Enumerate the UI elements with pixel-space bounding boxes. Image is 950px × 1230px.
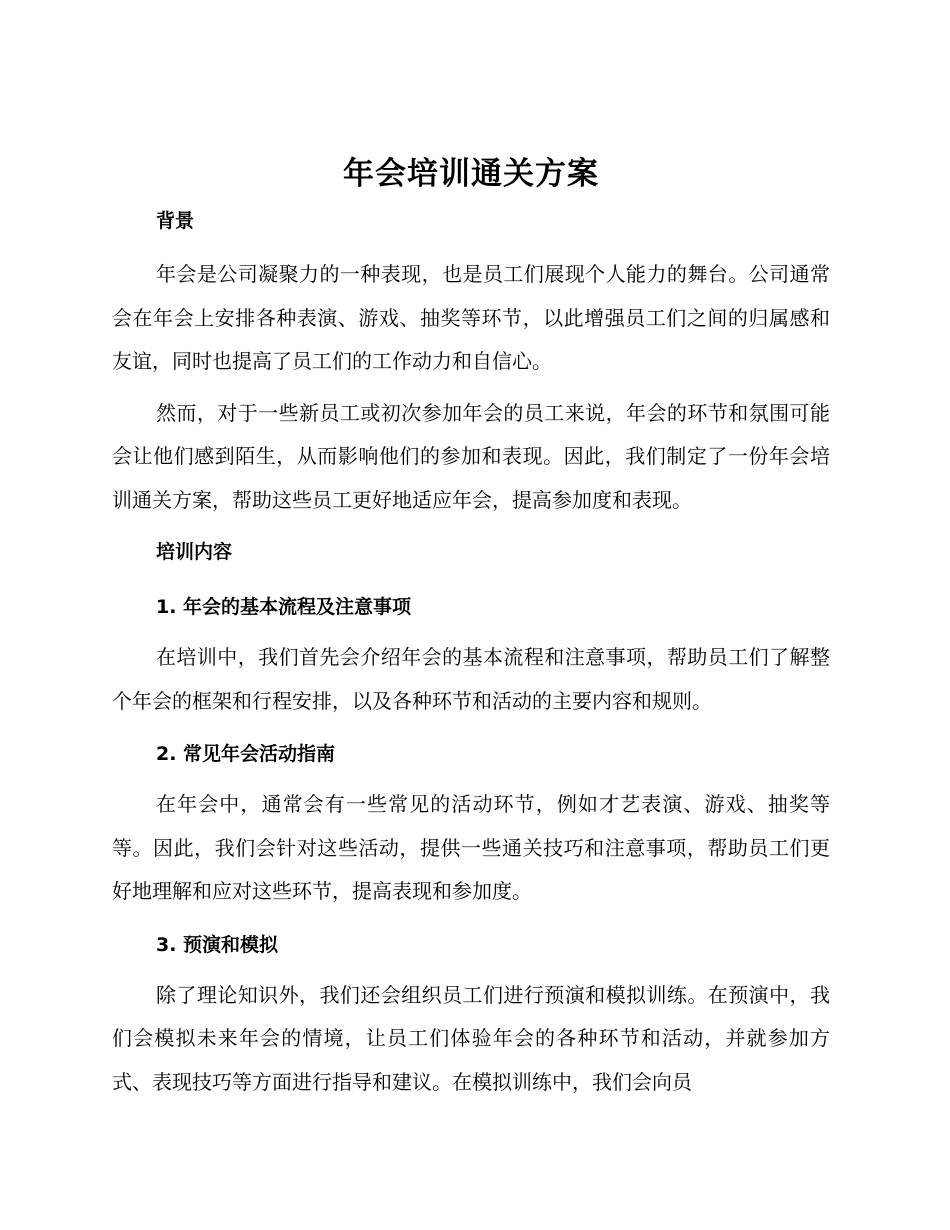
paragraph-rehearsal: 除了理论知识外，我们还会组织员工们进行预演和模拟训练。在预演中，我们会模拟未来年会的情境，让员工们体验年会的各种环节和活动，并就参加方式、表现技巧等方面进行指导和建议。在模拟训练中，我们会向员 (112, 982, 830, 1094)
section-heading-background: 背景 (156, 210, 195, 232)
document-body (112, 148, 830, 1104)
section-heading-training: 培训内容 (156, 541, 233, 563)
subheading-activity-guide: 2. 常见年会活动指南 (156, 743, 336, 765)
paragraph-activity-guide: 在年会中，通常会有一些常见的活动环节，例如才艺表演、游戏、抽奖等等。因此，我们会针对这些活动，提供一些通关技巧和注意事项，帮助员工们更好地理解和应对这些环节，提高表现和参加度。 (112, 792, 830, 903)
background-paragraph-1: 年会是公司凝聚力的一种表现，也是员工们展现个人能力的舞台。公司通常会在年会上安排各种表演、游戏、抽奖等环节，以此增强员工们之间的归属感和友谊，同时也提高了员工们的工作动力和自信心。 (112, 262, 830, 373)
subheading-basic-process: 1. 年会的基本流程及注意事项 (156, 596, 412, 618)
subheading-rehearsal: 3. 预演和模拟 (156, 933, 279, 956)
background-paragraph-2: 然而，对于一些新员工或初次参加年会的员工来说，年会的环节和氛围可能会让他们感到陌生，从而影响他们的参加和表现。因此，我们制定了一份年会培训通关方案，帮助这些员工更好地适应年会，提高参加度和表现。 (112, 400, 830, 512)
paragraph-basic-process: 在培训中，我们首先会介绍年会的基本流程和注意事项，帮助员工们了解整个年会的框架和行程安排，以及各种环节和活动的主要内容和规则。 (112, 645, 830, 713)
document-title: 年会培训通关方案 (343, 156, 599, 192)
